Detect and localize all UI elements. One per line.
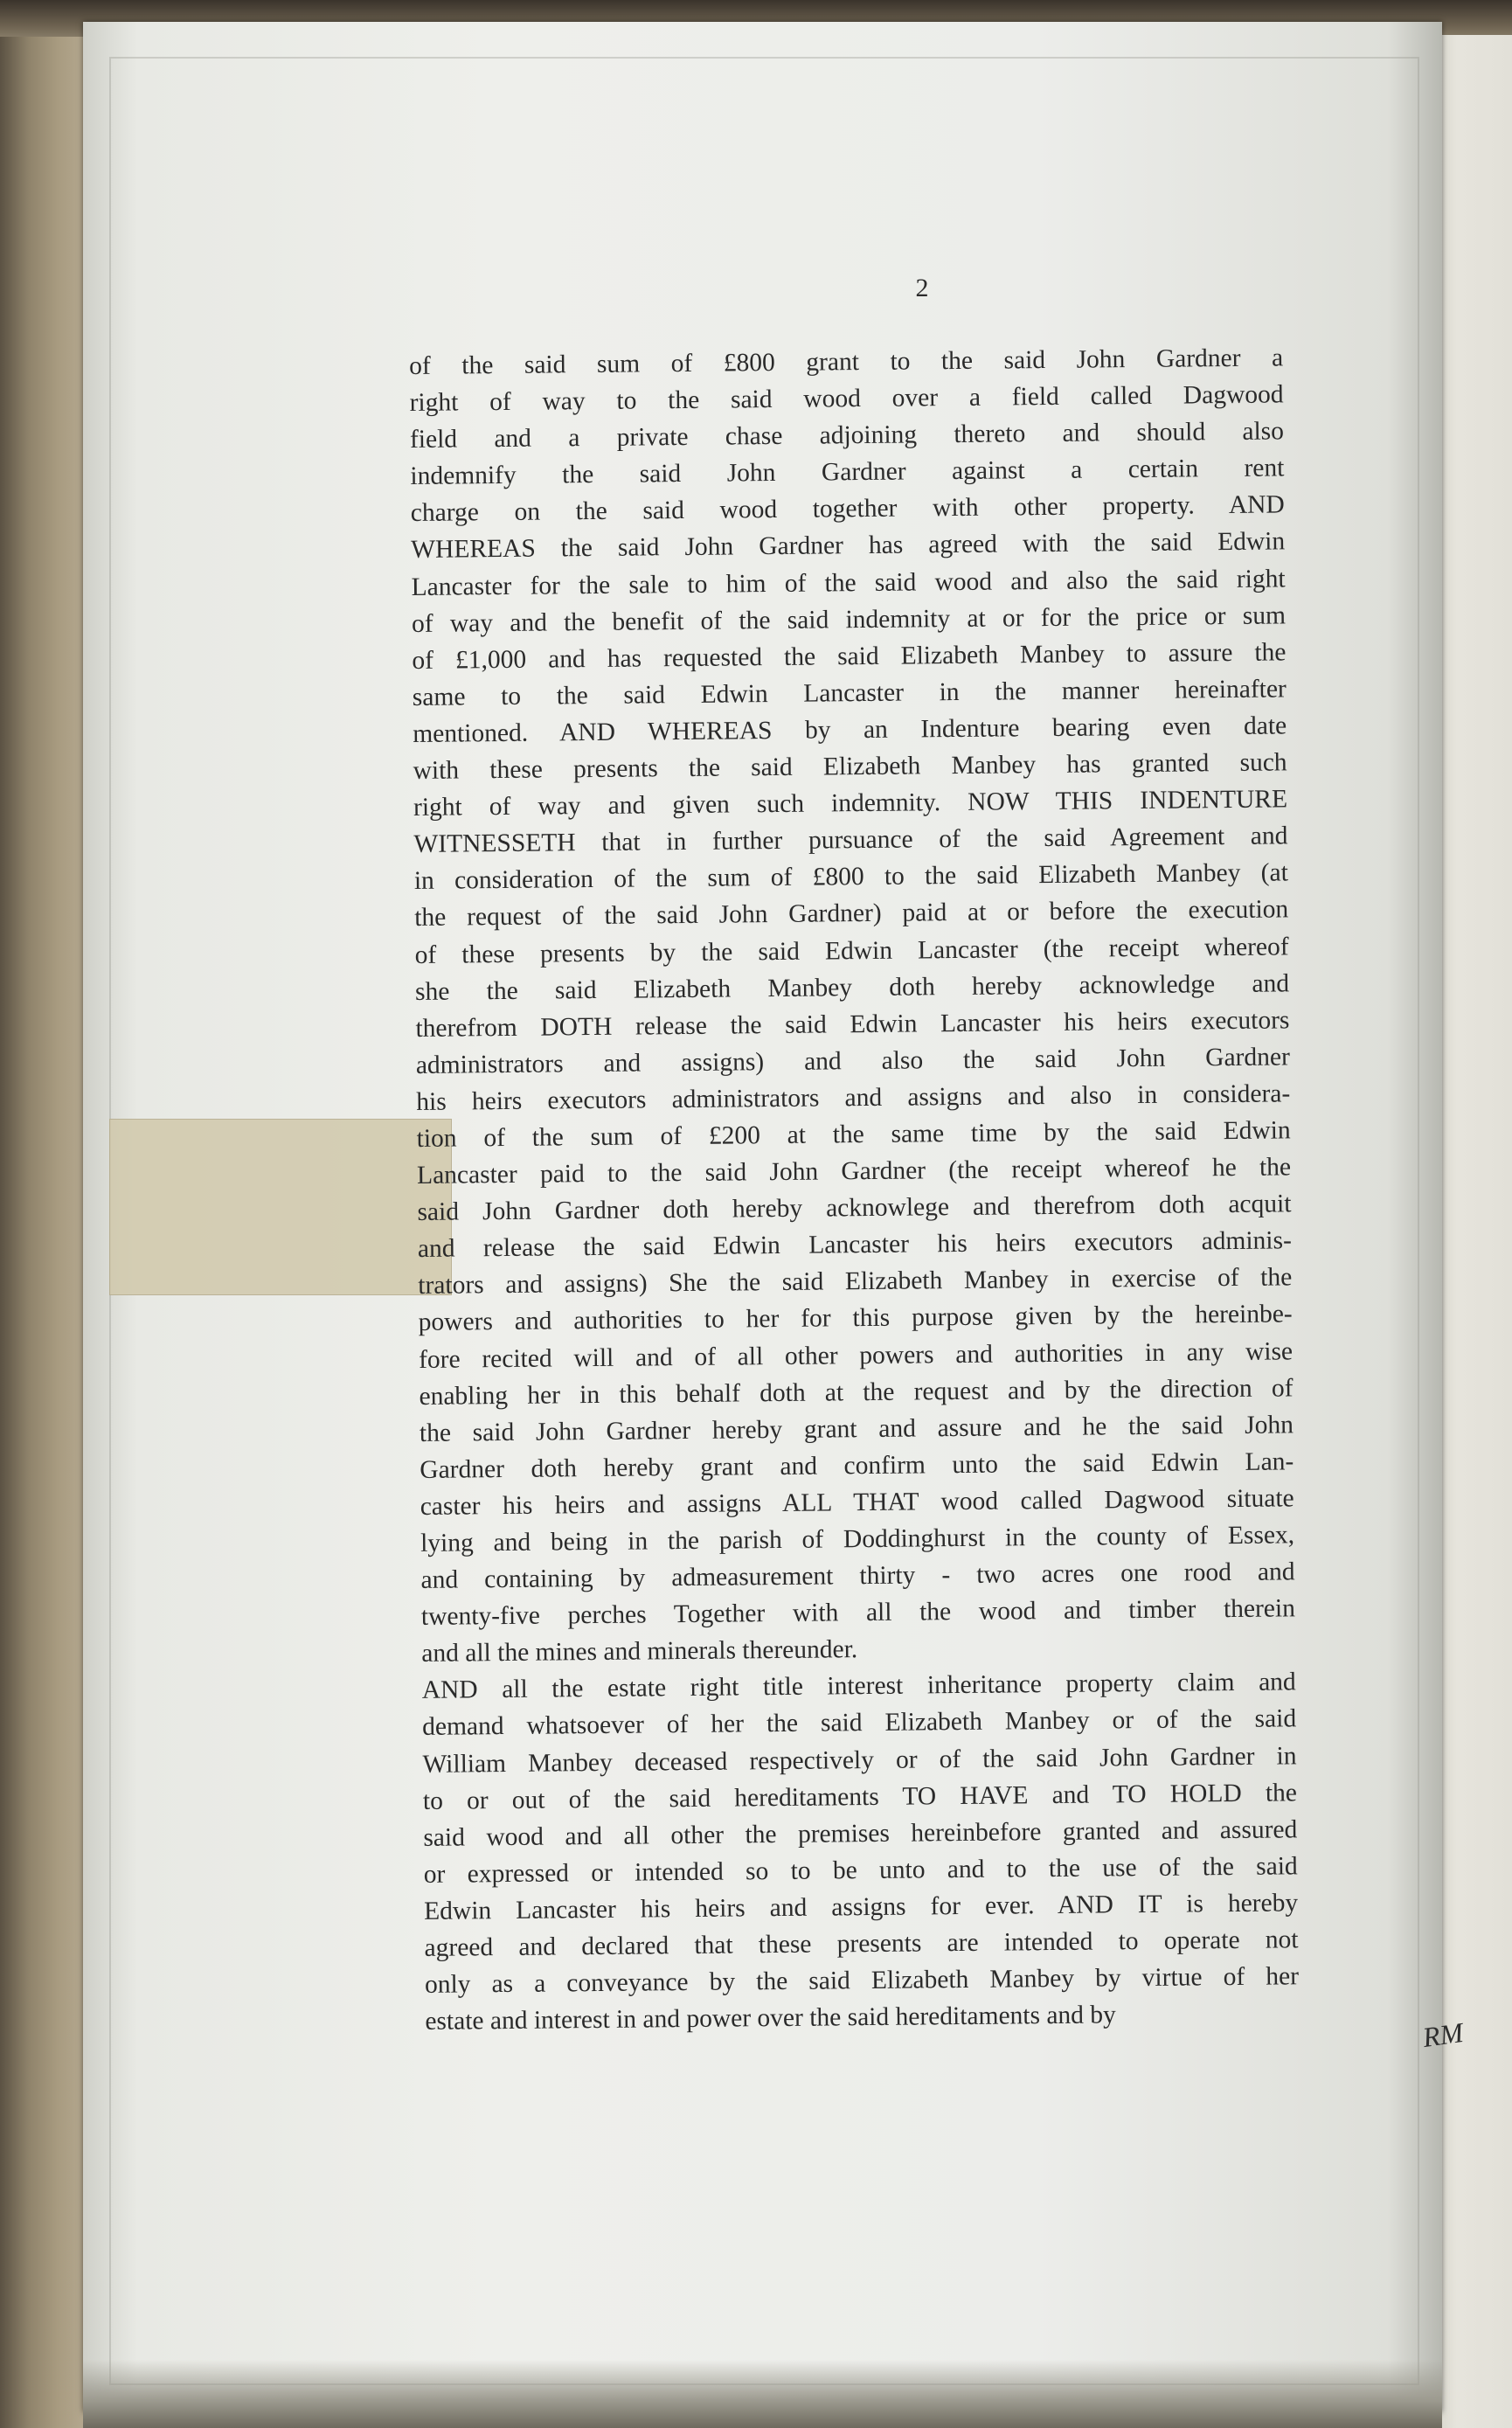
text-line: said John Gardner doth hereby acknowlege and therefrom doth acquit <box>417 1190 1292 1227</box>
text-line: or expressed or intended so to be unto and to the use of the said <box>423 1852 1298 1889</box>
text-line: tion of the sum of £200 at the same time by the said Edwin <box>416 1116 1291 1153</box>
book-binding <box>0 0 96 2428</box>
text-line: charge on the said wood together with other property. AND <box>410 490 1285 528</box>
text-line: and all the mines and minerals thereunder. <box>421 1635 858 1668</box>
text-line: caster his heirs and assigns ALL THAT wood called Dagwood situate <box>420 1484 1294 1521</box>
text-line: trators and assigns) She the said Elizabeth Manbey in exercise of the <box>418 1263 1293 1301</box>
text-line: and containing by admeasurement thirty - two acres one rood and <box>420 1557 1295 1595</box>
text-line: said wood and all other the premises hereinbefore granted and assured <box>423 1815 1298 1852</box>
text-line: mentioned. AND WHEREAS by an Indenture bearing even date <box>413 711 1287 748</box>
page-number: 2 <box>915 274 929 302</box>
text-line: WITNESSETH that in further pursuance of the said Agreement and <box>413 822 1288 859</box>
text-line: and release the said Edwin Lancaster his heirs executors adminis- <box>417 1226 1293 1264</box>
text-line: Lancaster for the sale to him of the said wood and also the said right <box>411 564 1286 601</box>
text-line: only as a conveyance by the said Elizabeth Manbey by virtue of her <box>424 1962 1300 2000</box>
text-line: field and a private chase adjoining thereto and should also <box>409 417 1285 454</box>
text-line: powers and authorities to her for this purpose given by the hereinbe- <box>418 1300 1293 1337</box>
text-line: lying and being in the parish of Doddinghurst in the county of Essex, <box>420 1521 1295 1557</box>
text-line: she the said Elizabeth Manbey doth hereby acknowledge and <box>414 968 1290 1006</box>
text-line: WHEREAS the said John Gardner has agreed with the said Edwin <box>411 527 1286 565</box>
text-line: with these presents the said Elizabeth Manbey has granted such <box>413 748 1287 786</box>
text-line: same to the said Edwin Lancaster in the manner hereinafter <box>412 675 1287 711</box>
text-line: estate and interest in and power over the said hereditaments and by <box>425 2001 1117 2036</box>
text-line: indemnify the said John Gardner against a certain rent <box>410 454 1285 491</box>
text-line: in consideration of the sum of £800 to the said Elizabeth Manbey (at <box>413 858 1288 896</box>
text-line: of £1,000 and has requested the said Elizabeth Manbey to assure the <box>412 638 1287 675</box>
text-line: Gardner doth hereby grant and confirm unto the said Edwin Lan- <box>420 1447 1294 1484</box>
text-line: fore recited will and of all other powers and authorities in any wise <box>418 1336 1294 1374</box>
text-line: twenty-five perches Together with all the wood and timber therein <box>420 1594 1296 1632</box>
text-line: Edwin Lancaster his heirs and assigns for ever. AND IT is hereby <box>424 1889 1299 1925</box>
text-line: Lancaster paid to the said John Gardner (the receipt whereof he the <box>416 1153 1292 1190</box>
text-line: demand whatsoever of her the said Elizabeth Manbey or of the said <box>421 1704 1297 1742</box>
text-line: his heirs executors administrators and assigns and also in considera- <box>416 1079 1291 1116</box>
text-line: administrators and assigns) and also the said John Gardner <box>415 1043 1290 1079</box>
text-line: William Manbey deceased respectively or of the said John Gardner in <box>422 1741 1297 1779</box>
text-line: the said John Gardner hereby grant and assure and he the said John <box>419 1411 1294 1447</box>
repair-tape <box>109 1119 452 1295</box>
text-line: to or out of the said hereditaments TO HAVE and TO HOLD the <box>422 1778 1298 1815</box>
text-line: of way and the benefit of the said indemnity at or for the price or sum <box>411 601 1287 638</box>
bottom-edge <box>83 2360 1442 2428</box>
text-line: right of way and given such indemnity. NOW THIS INDENTURE <box>413 785 1288 822</box>
text-line: of these presents by the said Edwin Lancaster (the receipt whereof <box>414 932 1289 969</box>
text-line: therefrom DOTH release the said Edwin Lancaster his heirs executors <box>415 1006 1290 1043</box>
text-line: AND all the estate right title interest inheritance property claim and <box>421 1668 1296 1705</box>
text-line: the request of the said John Gardner) paid at or before the execution <box>414 895 1289 933</box>
text-line: enabling her in this behalf doth at the request and by the direction of <box>419 1373 1294 1411</box>
text-line: agreed and declared that these presents are intended to operate not <box>424 1925 1299 1962</box>
handwritten-mark: RM <box>1420 2015 1466 2054</box>
text-line: of the said sum of £800 grant to the said John Gardner a <box>409 343 1284 380</box>
text-line: right of way to the said wood over a field called Dagwood <box>409 380 1284 418</box>
body-text <box>409 339 1300 2040</box>
